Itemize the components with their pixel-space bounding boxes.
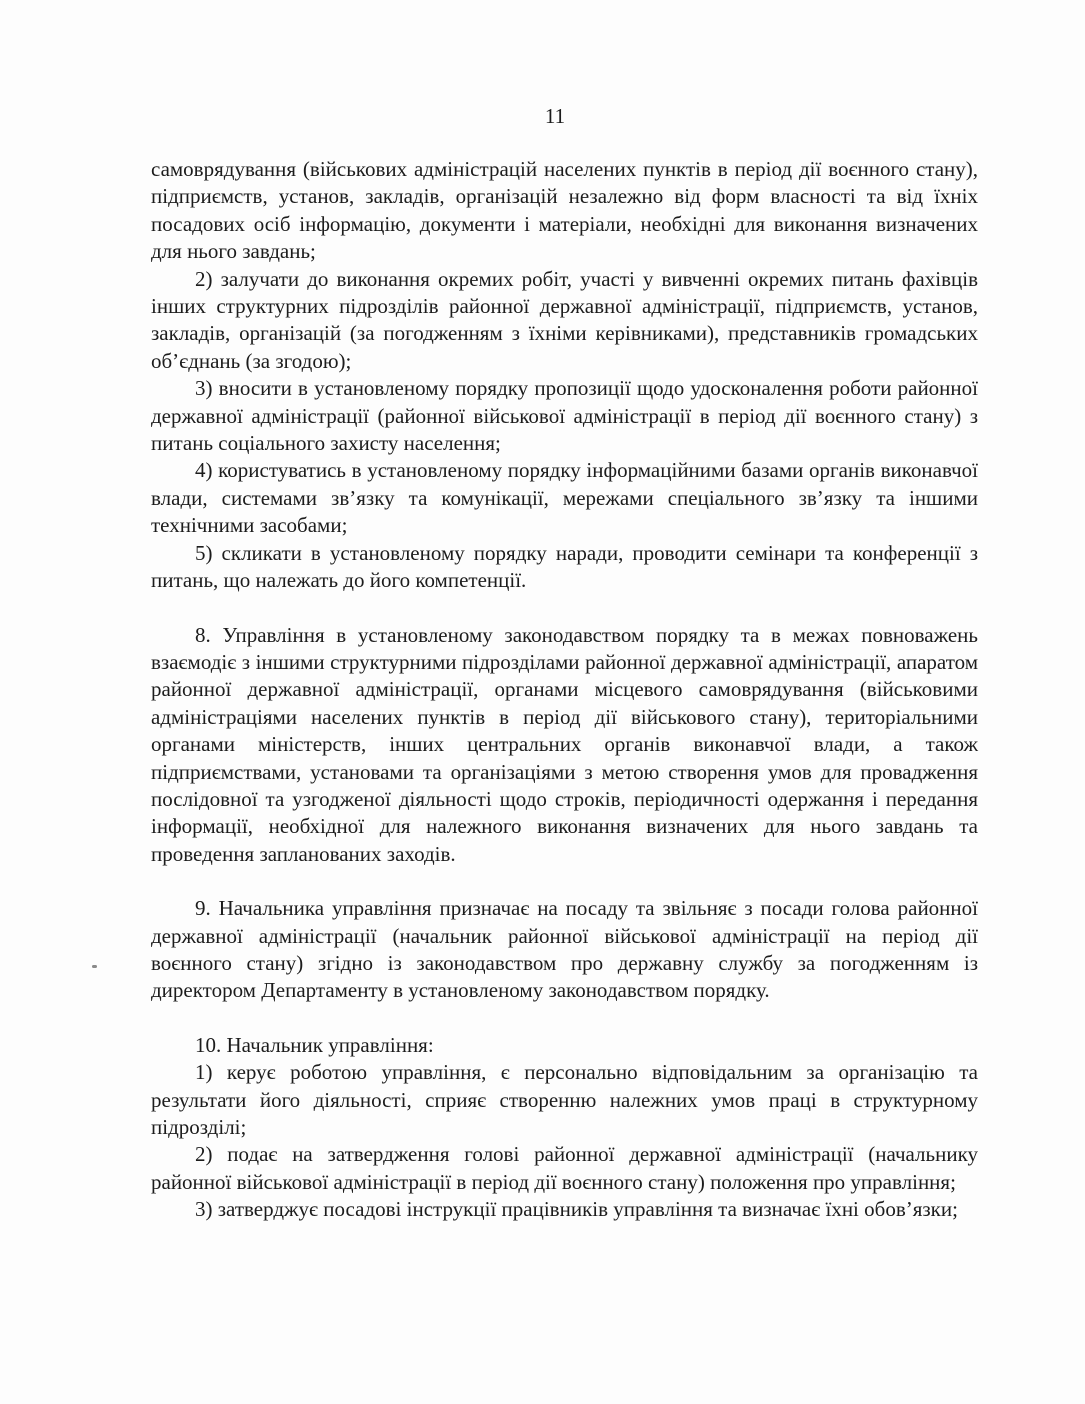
section-9-paragraph: 9. Начальника управління призначає на посаду та звільняє з посади голова районної державної адміністрації (начальник районної військової адміністрації на період дії воєнного стану) згідно із законодавством про державну службу за погодженням із директором Департаменту в установленому законодавством порядку. [151, 896, 978, 1003]
document-body [151, 156, 978, 1224]
section-10-item-1: 1) керує роботою управління, є персонально відповідальним за організацію та результати його діяльності, сприяє створенню належних умов праці в структурному підрозділі; [151, 1060, 978, 1139]
section-8-paragraph: 8. Управління в установленому законодавством порядку та в межах повноважень взаємодіє з іншими структурними підрозділами районної державної адміністрації, апаратом районної державної адміністрації, органами місцевого самоврядування (військовими адміністраціями населених пунктів в період дії військового стану), територіальними органами міністерств, інших центральних органів виконавчої влади, а також підприємствами, установами та організаціями з метою створення умов для провадження послідовної та узгодженої діяльності щодо строків, періодичності одержання і передання інформації, необхідної для належного виконання визначених для нього завдань та проведення запланованих заходів. [151, 622, 978, 866]
list-item-3: 3) вносити в установленому порядку пропозиції щодо удосконалення роботи районної державної адміністрації (районної військової адміністрації в період дії воєнного стану) з питань соціального захисту населення; [151, 376, 978, 456]
list-item-4: 4) користуватись в установленому порядку інформаційними базами органів виконавчої влади, системами зв’язку та комунікації, мережами спеціального зв’язку та іншими технічними засобами; [151, 458, 978, 538]
page-number: 11 [544, 104, 566, 128]
scan-speck [92, 965, 97, 968]
list-item-2: 2) залучати до виконання окремих робіт, участі у вивченні окремих питань фахівців інших структурних підрозділів районної державної адміністрації, підприємств, установ, закладів, організацій (за погодженням з їхніми керівниками), представників громадських об’єднань (за згодою); [151, 266, 978, 373]
section-10-heading: 10. Начальник управління: [195, 1032, 434, 1057]
list-item-5: 5) скликати в установленому порядку наради, проводити семінари та конференції з питань, що належать до його компетенції. [151, 540, 978, 593]
paragraph-continuation: самоврядування (військових адміністрацій населених пунктів в період дії воєнного стану), підприємств, установ, закладів, організацій незалежно від форм власності та від їхніх посадових осіб інформацію, документи і матеріали, необхідні для виконання визначених для нього завдань; [151, 157, 978, 264]
section-10-item-2: 2) подає на затвердження голові районної державної адміністрації (начальнику районної військової адміністрації в період дії воєнного стану) положення про управління; [151, 1142, 978, 1194]
section-10-item-3: 3) затверджує посадові інструкції працівників управління та визначає їхні обов’язки; [195, 1197, 958, 1222]
